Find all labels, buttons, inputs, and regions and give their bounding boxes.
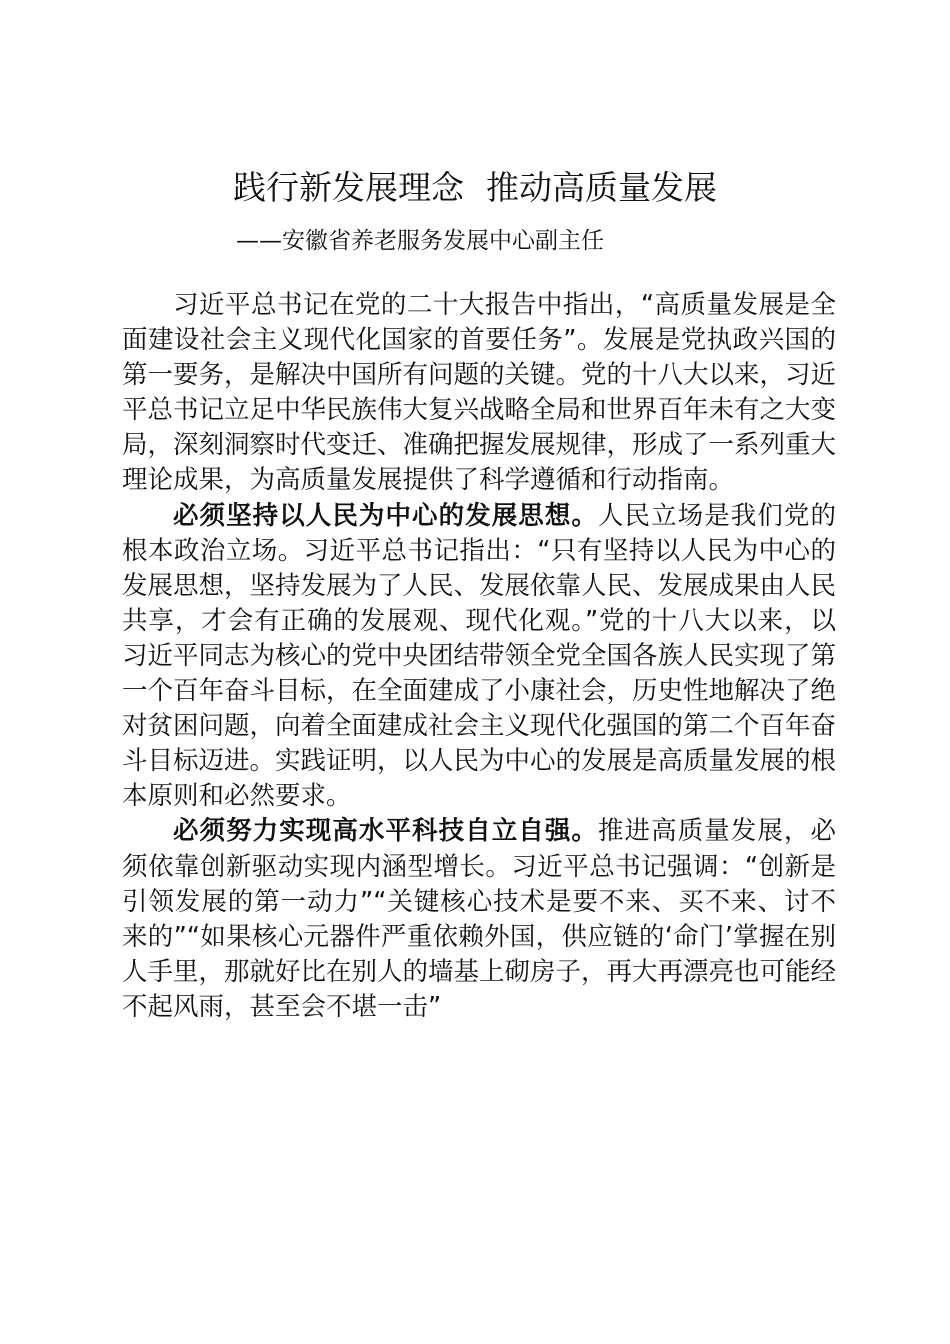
document-body: [122, 288, 836, 1025]
title-part-2: 推动高质量发展: [486, 168, 717, 207]
paragraph-3-lead: 必须努力实现高水平科技自立自强。: [173, 816, 598, 847]
paragraph-3-text: 推进高质量发展，必须依靠创新驱动实现内涵型增长。习近平总书记强调：“创新是引领发展的第一动力”“关键核心技术是要不来、买不来、讨不来的”“如果核心元器件严重依赖外国，供应链的‘命门’掌握在别人手里，那就好比在别人的墙基上砌房子，再大再漂亮也可能经不起风雨，甚至会不堪一击”: [122, 816, 837, 1022]
paragraph-1: [122, 288, 836, 499]
paragraph-1-text: 习近平总书记在党的二十大报告中指出，“高质量发展是全面建设社会主义现代化国家的首要任务”。发展是党执政兴国的第一要务，是解决中国所有问题的关键。党的十八大以来，习近平总书记立足中华民族伟大复兴战略全局和世界百年未有之大变局，深刻洞察时代变迁、准确把握发展规律，形成了一系列重大理论成果，为高质量发展提供了科学遵循和行动指南。: [122, 290, 837, 496]
paragraph-2: [122, 499, 836, 815]
paragraph-2-text: 人民立场是我们党的根本政治立场。习近平总书记指出：“只有坚持以人民为中心的发展思想，坚持发展为了人民、发展依靠人民、发展成果由人民共享，才会有正确的发展观、现代化观。”党的十八大以来，以习近平同志为核心的党中央团结带领全党全国各族人民实现了第一个百年奋斗目标，在全面建成了小康社会，历史性地解决了绝对贫困问题，向着全面建成社会主义现代化强国的第二个百年奋斗目标迈进。实践证明，以人民为中心的发展是高质量发展的根本原则和必然要求。: [122, 500, 837, 812]
document-title: [0, 164, 950, 212]
document-subtitle: ——安徽省养老服务发展中心副主任: [236, 228, 604, 254]
paragraph-2-lead: 必须坚持以人民为中心的发展思想。: [173, 500, 598, 531]
title-part-1: 践行新发展理念: [233, 168, 464, 207]
paragraph-3: [122, 814, 836, 1025]
